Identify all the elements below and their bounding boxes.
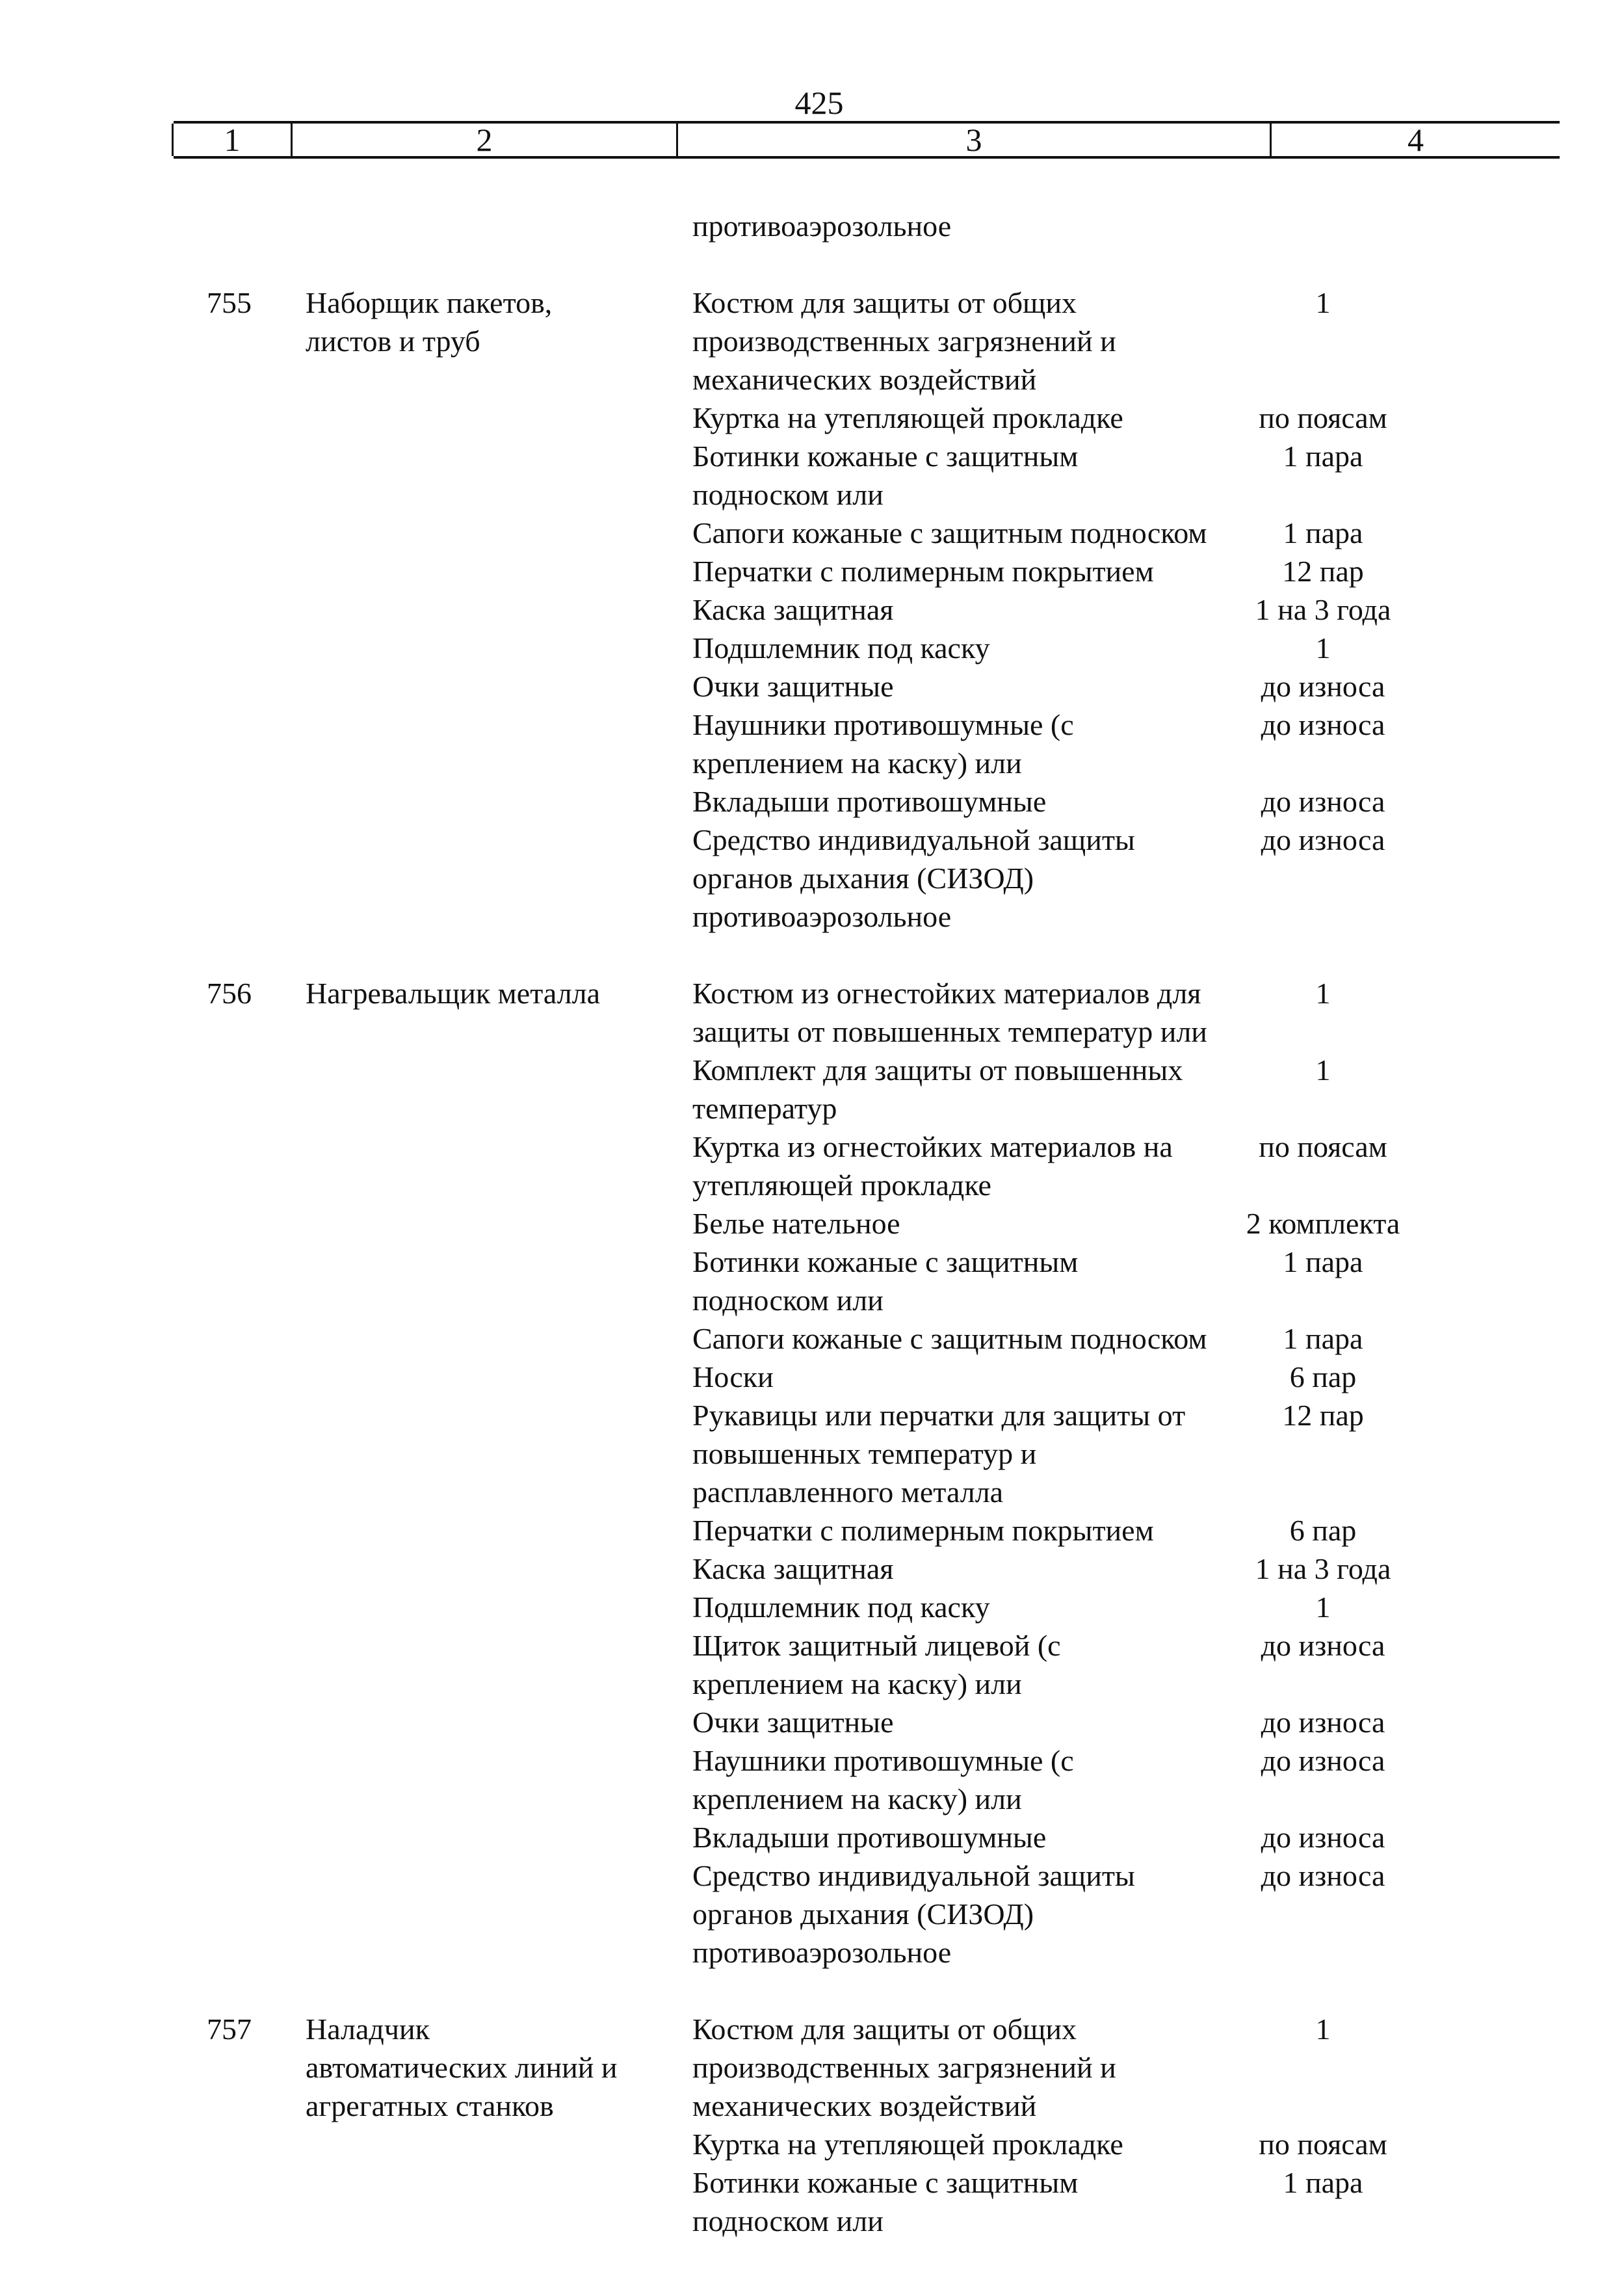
ppe-item-name: Рукавицы или перчатки для защиты от <box>692 1399 1186 1432</box>
ppe-item-name: механических воздействий <box>692 363 1037 396</box>
ppe-item-name: Вкладыши противошумные <box>692 785 1047 818</box>
ppe-item-name: Костюм для защиты от общих <box>692 286 1077 319</box>
profession-title: Наладчик <box>306 2012 430 2046</box>
ppe-item-name: Костюм для защиты от общих <box>692 2012 1077 2046</box>
ppe-item-name: подноском или <box>692 1284 884 1317</box>
profession-title: Наборщик пакетов, <box>306 286 553 319</box>
ppe-item-norm: 1 пара <box>1283 1245 1363 1278</box>
ppe-item-name: подноском или <box>692 2204 884 2237</box>
ppe-item-norm: 1 пара <box>1283 440 1363 473</box>
ppe-item-name: органов дыхания (СИЗОД) <box>692 862 1034 895</box>
profession-title: Нагревальщик металла <box>306 977 601 1010</box>
ppe-item-name: Очки защитные <box>692 1706 894 1739</box>
ppe-item-norm: 1 <box>1315 1590 1331 1624</box>
ppe-item-name: креплением на каску) или <box>692 1667 1022 1700</box>
ppe-item-name: креплением на каску) или <box>692 1782 1022 1815</box>
ppe-item-name: Подшлемник под каску <box>692 1590 990 1624</box>
ppe-item-norm: 1 <box>1315 1053 1331 1087</box>
ppe-item-norm: 6 пар <box>1289 1360 1357 1393</box>
ppe-item-name: Ботинки кожаные с защитным <box>692 2166 1079 2199</box>
ppe-item-norm: 1 пара <box>1283 2166 1363 2199</box>
ppe-item-name: Каска защитная <box>692 1552 894 1585</box>
ppe-item-name: Наушники противошумные (с <box>692 708 1074 741</box>
ppe-item-norm: до износа <box>1261 1629 1385 1662</box>
ppe-item-norm: до износа <box>1261 1706 1385 1739</box>
column-header-3: 3 <box>965 122 982 158</box>
ppe-item-name: Носки <box>692 1360 774 1393</box>
ppe-item-norm: 1 <box>1315 2012 1331 2046</box>
ppe-item-norm: 1 <box>1315 286 1331 319</box>
entry-number: 757 <box>207 2012 252 2046</box>
ppe-item-name: утепляющей прокладке <box>692 1168 991 1202</box>
ppe-item-name: механических воздействий <box>692 2089 1037 2122</box>
ppe-item-name: Куртка на утепляющей прокладке <box>692 2128 1123 2161</box>
ppe-item-name: противоаэрозольное <box>692 1936 952 1969</box>
ppe-item-name: производственных загрязнений и <box>692 2051 1116 2084</box>
ppe-item-norm: до износа <box>1261 1744 1385 1777</box>
ppe-item-norm: 12 пар <box>1282 1399 1364 1432</box>
profession-title: агрегатных станков <box>306 2089 554 2122</box>
profession-title: листов и труб <box>306 324 480 358</box>
ppe-item-name: Средство индивидуальной защиты <box>692 1859 1135 1892</box>
ppe-item-norm: 2 комплекта <box>1246 1207 1400 1240</box>
ppe-item-norm: 1 <box>1315 631 1331 665</box>
ppe-item-norm: 1 пара <box>1283 1322 1363 1355</box>
ppe-item-name: Ботинки кожаные с защитным <box>692 440 1079 473</box>
ppe-item-norm: 6 пар <box>1289 1514 1357 1547</box>
ppe-item-name: Наушники противошумные (с <box>692 1744 1074 1777</box>
ppe-item-name: повышенных температур и <box>692 1437 1037 1470</box>
ppe-item-norm: 1 <box>1315 977 1331 1010</box>
column-header-4: 4 <box>1408 122 1424 158</box>
ppe-item-name: креплением на каску) или <box>692 746 1022 780</box>
ppe-item-norm: 12 пар <box>1282 555 1364 588</box>
ppe-item-name: противоаэрозольное <box>692 900 952 933</box>
ppe-item-norm: до износа <box>1261 670 1385 703</box>
ppe-item-name: органов дыхания (СИЗОД) <box>692 1897 1034 1931</box>
ppe-item-name: защиты от повышенных температур или <box>692 1015 1207 1048</box>
ppe-item-name: Комплект для защиты от повышенных <box>692 1053 1183 1087</box>
entry-number: 756 <box>207 977 252 1010</box>
ppe-item-norm: 1 пара <box>1283 516 1363 549</box>
ppe-item-norm: по поясам <box>1259 1130 1387 1163</box>
ppe-item-norm: по поясам <box>1259 2128 1387 2161</box>
profession-title: автоматических линий и <box>306 2051 618 2084</box>
ppe-item-norm: 1 на 3 года <box>1255 593 1391 626</box>
column-header-row <box>174 121 1560 159</box>
ppe-item-name: Куртка на утепляющей прокладке <box>692 401 1123 434</box>
ppe-item-norm: до износа <box>1261 785 1385 818</box>
ppe-item-name: Средство индивидуальной защиты <box>692 823 1135 856</box>
page-number: 425 <box>794 85 844 121</box>
ppe-item-name: производственных загрязнений и <box>692 324 1116 358</box>
ppe-item-name: Щиток защитный лицевой (с <box>692 1629 1061 1662</box>
ppe-item-name: Костюм из огнестойких материалов для <box>692 977 1201 1010</box>
ppe-item-name: Каска защитная <box>692 593 894 626</box>
column-header-2: 2 <box>476 122 493 158</box>
ppe-item-norm: 1 на 3 года <box>1255 1552 1391 1585</box>
ppe-item-name: Подшлемник под каску <box>692 631 990 665</box>
entry-number: 755 <box>207 286 252 319</box>
ppe-item-name: Вкладыши противошумные <box>692 1821 1047 1854</box>
ppe-item-name: Ботинки кожаные с защитным <box>692 1245 1079 1278</box>
column-divider <box>172 124 174 156</box>
ppe-item-norm: по поясам <box>1259 401 1387 434</box>
ppe-item-norm: до износа <box>1261 708 1385 741</box>
ppe-item-norm: до износа <box>1261 1859 1385 1892</box>
ppe-item-norm: до износа <box>1261 823 1385 856</box>
ppe-item-name: Сапоги кожаные с защитным подноском <box>692 516 1207 549</box>
column-header-1: 1 <box>224 122 241 158</box>
ppe-item-name: Белье нательное <box>692 1207 900 1240</box>
ppe-item-name: Сапоги кожаные с защитным подноском <box>692 1322 1207 1355</box>
ppe-item-norm: до износа <box>1261 1821 1385 1854</box>
ppe-item-name: Куртка из огнестойких материалов на <box>692 1130 1173 1163</box>
ppe-item-name: Очки защитные <box>692 670 894 703</box>
ppe-item-name: Перчатки с полимерным покрытием <box>692 1514 1154 1547</box>
ppe-item-name: расплавленного металла <box>692 1475 1004 1509</box>
ppe-item-name: Перчатки с полимерным покрытием <box>692 555 1154 588</box>
ppe-item-name: температур <box>692 1092 837 1125</box>
ppe-item-name: подноском или <box>692 478 884 511</box>
continued-item-text: противоаэрозольное <box>692 209 952 243</box>
